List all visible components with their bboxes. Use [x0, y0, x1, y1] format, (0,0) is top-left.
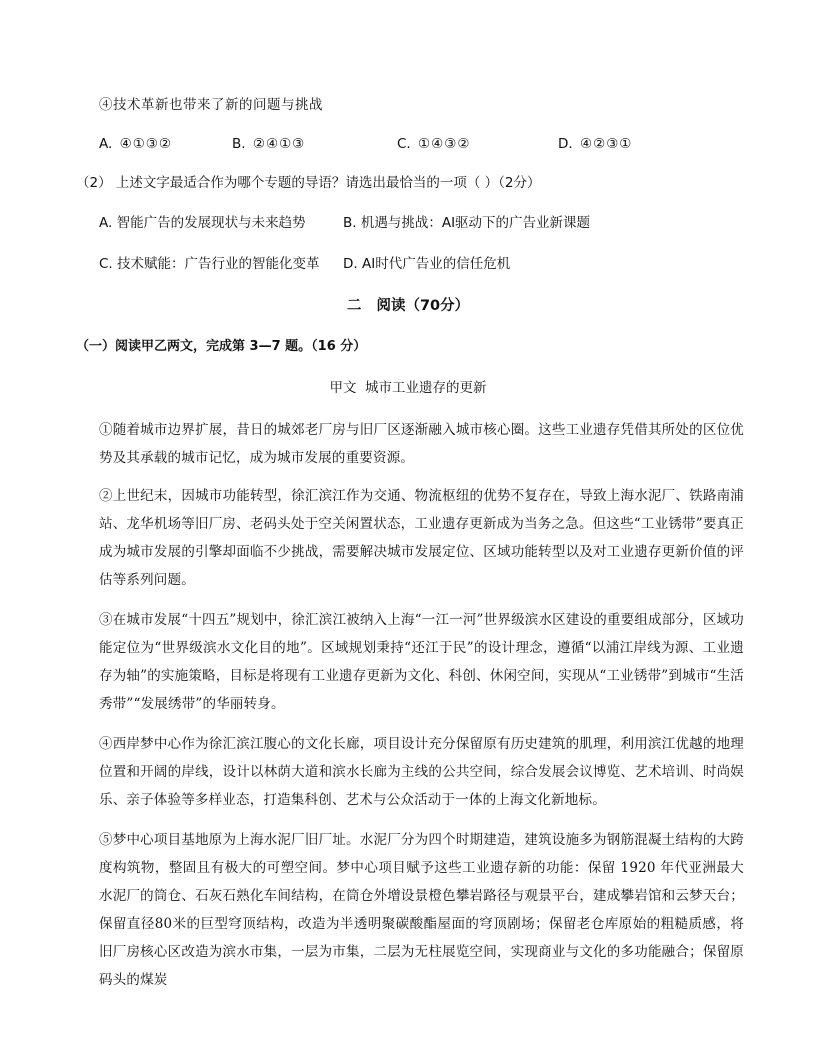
- paragraph-text: ②上世纪末，因城市功能转型，徐汇滨江作为交通、物流枢纽的优势不复存在，导致上海水泥厂、铁路南浦站、龙华机场等旧厂房、老码头处于空关闲置状态，工业遗存更新成为当务之急。但这些“工业锈带”要真正成为城市发展的引擎却面临不少挑战，需要解决城市发展定位、区域功能转型以及对工业遗存更新价值的评估等系列问题。: [99, 488, 744, 588]
- option-value: ②④①③: [252, 136, 306, 152]
- subsection-title: （一）阅读甲乙两文，完成第 3—7 题。（16 分）: [76, 339, 367, 354]
- section-title: 二 阅读（70分）: [346, 298, 470, 314]
- paragraph-5: [99, 826, 744, 988]
- option-value: ①④③②: [418, 136, 471, 152]
- q1-option-d: [558, 135, 632, 153]
- q2-option-d: D. AI时代广告业的信任危机: [343, 256, 511, 272]
- paragraph-text: ⑤梦中心项目基地原为上海水泥厂旧厂址。水泥厂分为四个时期建造，建筑设施多为钢筋混凝土结构的大跨度构筑物，整固且有极大的可塑空间。梦中心项目赋予这些工业遗存新的功能：保留 1920 年代亚洲最大水泥厂的筒仓、石灰石熟化车间结构，在筒仓外增设景橙色攀岩路径与观景平台，建成攀岩馆和云梦天台；保留直径80米的巨型穹顶结构，改造为半透明聚碳酸酯屋面的穹顶剧场；保留老仓库原始的粗糙质感，将旧厂房核心区改造为滨水市集，一层为市集，二层为无柱展览空间，实现商业与文化的多功能融合；保留原码头的煤炭: [99, 832, 744, 988]
- article-title: 甲文 城市工业遗存的更新: [329, 380, 487, 396]
- paragraph-text: ④西岸梦中心作为徐汇滨江腹心的文化长廊，项目设计充分保留原有历史建筑的肌理，利用滨江优越的地理位置和开阔的岸线，设计以林荫大道和滨水长廊为主线的公共空间，综合发展会议博览、艺术培训、时尚娱乐、亲子体验等多样业态，打造集科创、艺术与公众活动于一体的上海文化新地标。: [99, 736, 744, 808]
- option-value: ④②③①: [579, 136, 633, 152]
- q1-item-4: ④技术革新也带来了新的问题与挑战: [99, 97, 323, 113]
- q2-option-c: C. 技术赋能：广告行业的智能化变革: [99, 256, 320, 272]
- paragraph-4: [99, 730, 744, 814]
- option-label: C.: [397, 136, 411, 152]
- q2-option-b: B. 机遇与挑战：AI驱动下的广告业新课题: [343, 215, 591, 231]
- paragraph-3: [99, 606, 744, 718]
- option-label: B.: [232, 136, 246, 152]
- q2-stem: （2） 上述文字最适合作为哪个专题的导语？请选出最恰当的一项（ ）（2分）: [76, 175, 541, 191]
- option-label: D.: [558, 136, 573, 152]
- q1-option-a: [99, 135, 172, 153]
- paragraph-text: ①随着城市边界扩展，昔日的城郊老厂房与旧厂区逐渐融入城市核心圈。这些工业遗存凭借其所处的区位优势及其承载的城市记忆，成为城市发展的重要资源。: [99, 422, 744, 466]
- q1-option-c: [397, 135, 470, 153]
- paragraph-1: [99, 416, 744, 472]
- option-label: A.: [99, 136, 113, 152]
- paragraph-2: [99, 482, 744, 594]
- q2-option-a: A. 智能广告的发展现状与未来趋势: [99, 215, 306, 231]
- q1-option-b: [232, 135, 305, 153]
- paragraph-text: ③在城市发展“十四五”规划中，徐汇滨江被纳入上海“一江一河”世界级滨水区建设的重要组成部分，区域功能定位为“世界级滨水文化目的地”。区域规划秉持“还江于民”的设计理念，遵循“以浦江岸线为源、工业遗存为轴”的实施策略，目标是将现有工业遗存更新为文化、科创、休闲空间，实现从“工业锈带”到城市“生活秀带”“发展绣带”的华丽转身。: [99, 612, 744, 712]
- option-value: ④①③②: [119, 136, 173, 152]
